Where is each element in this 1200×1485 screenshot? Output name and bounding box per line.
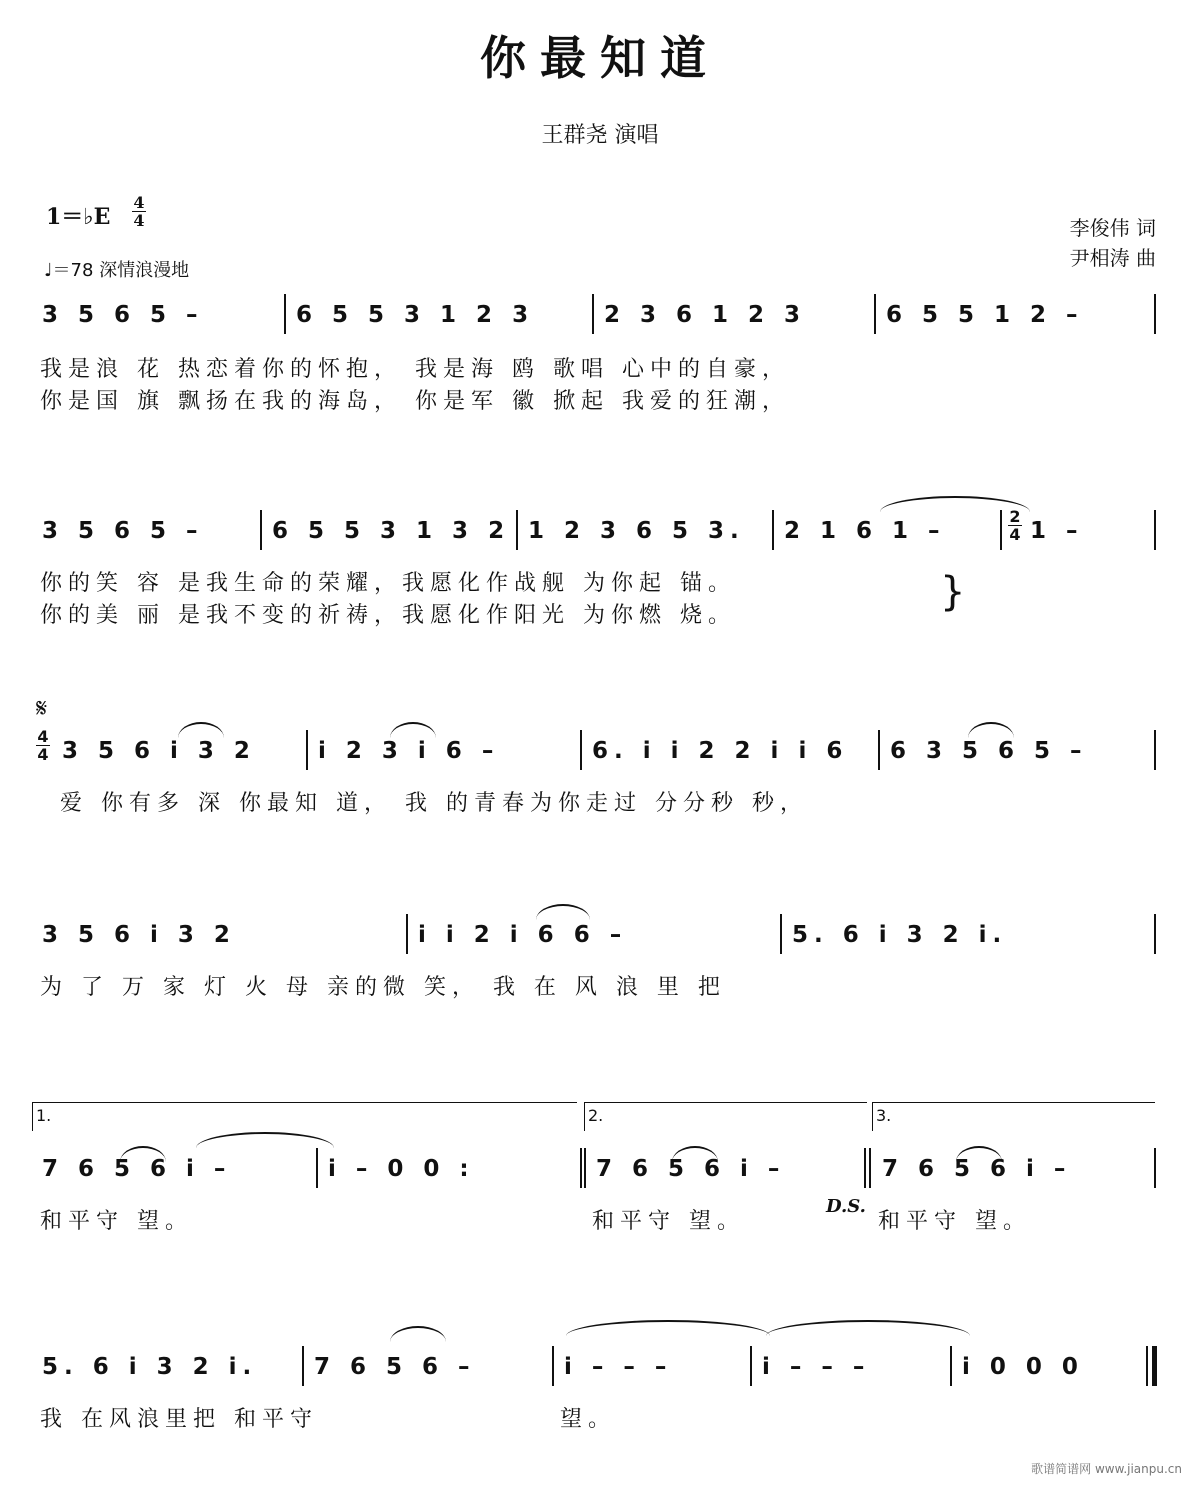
volta-1 xyxy=(32,1102,577,1131)
time-sig-bottom: 4 xyxy=(37,745,49,764)
lyric-ending-2: 和平守 望。 xyxy=(592,1209,745,1234)
measure: i – – – xyxy=(564,1354,673,1380)
measure: 3 5 6 i 3 2 xyxy=(62,738,256,764)
lyric-verse-1: 爱 你有多 深 你最知 道， 我 的青春为你走过 分分秒 秒， xyxy=(60,791,808,816)
measure: 2 1 6 1 – xyxy=(784,518,946,544)
verse-brace: } xyxy=(940,569,966,615)
time-signature-change xyxy=(36,728,50,763)
measure: 7 6 5 6 – xyxy=(314,1354,476,1380)
lyric-verse-2: 你是国 旗 飘扬在我的海岛， 你是军 徽 掀起 我爱的狂潮， xyxy=(40,389,790,414)
time-signature xyxy=(132,194,146,229)
lyric-ending-1: 和平守 望。 xyxy=(40,1209,193,1234)
song-title: 你最知道 xyxy=(480,31,720,85)
measure: 6 5 5 1 2 – xyxy=(886,302,1084,328)
composer: 尹相涛 曲 xyxy=(1069,246,1156,270)
lyric-verse-1: 你的笑 容 是我生命的荣耀，我愿化作战舰 为你起 锚。 xyxy=(40,571,736,596)
time-sig-bottom: 4 xyxy=(1009,525,1021,544)
segno-sign: 𝄋 xyxy=(36,694,48,724)
time-sig-bottom: 4 xyxy=(133,211,145,230)
lyric-final: 望。 xyxy=(560,1407,617,1432)
measure: 7 6 5 6 i – xyxy=(882,1156,1072,1182)
measure: 6 5 5 3 1 2 3 xyxy=(296,302,535,328)
volta-3-label: 3. xyxy=(876,1106,892,1125)
lyric-verse-1: 我 在风浪里把 和平守 xyxy=(40,1407,318,1432)
dal-segno: D.S. xyxy=(826,1196,866,1217)
key-signature xyxy=(46,193,145,231)
time-sig-top: 4 xyxy=(133,193,145,212)
lyric-verse-1: 我是浪 花 热恋着你的怀抱， 我是海 鸥 歌唱 心中的自豪， xyxy=(40,357,790,382)
singer: 王群尧 演唱 xyxy=(541,123,659,148)
measure: 3 5 6 5 – xyxy=(42,302,204,328)
key-label: 1＝♭E xyxy=(46,204,111,230)
measure: 6. i i 2 2 i i 6 xyxy=(592,738,849,764)
time-signature-change xyxy=(1008,508,1022,543)
volta-3 xyxy=(872,1102,1155,1131)
measure: 3 5 6 i 3 2 xyxy=(42,922,236,948)
measure: 1 – xyxy=(1030,518,1084,544)
measure: 3 5 6 5 – xyxy=(42,518,204,544)
measure: 1 2 3 6 5 3. xyxy=(528,518,745,544)
measure: 6 3 5 6 5 – xyxy=(890,738,1088,764)
measure: 5. 6 i 3 2 i. xyxy=(792,922,1008,948)
measure: 6 5 5 3 1 3 2 xyxy=(272,518,511,544)
tempo-marking: ♩＝78 深情浪漫地 xyxy=(44,260,190,281)
time-sig-top: 2 xyxy=(1009,507,1021,526)
lyric-verse-1: 为 了 万 家 灯 火 母 亲的微 笑， 我 在 风 浪 里 把 xyxy=(40,975,726,1000)
lyricist: 李俊伟 词 xyxy=(1069,216,1156,240)
lyric-ending-3: 和平守 望。 xyxy=(878,1209,1031,1234)
measure: i i 2 i 6 6 – xyxy=(418,922,628,948)
measure: i – 0 0 : xyxy=(328,1156,475,1182)
volta-1-label: 1. xyxy=(36,1106,52,1125)
measure: 7 6 5 6 i – xyxy=(42,1156,232,1182)
measure: 5. 6 i 3 2 i. xyxy=(42,1354,258,1380)
measure: 7 6 5 6 i – xyxy=(596,1156,786,1182)
measure: i – – – xyxy=(762,1354,871,1380)
measure: 2 3 6 1 2 3 xyxy=(604,302,807,328)
lyric-verse-2: 你的美 丽 是我不变的祈祷，我愿化作阳光 为你燃 烧。 xyxy=(40,603,736,628)
volta-2 xyxy=(584,1102,867,1131)
watermark: 歌谱简谱网 www.jianpu.cn xyxy=(1031,1462,1182,1476)
measure: i 2 3 i 6 – xyxy=(318,738,500,764)
time-sig-top: 4 xyxy=(37,727,49,746)
measure: i 0 0 0 xyxy=(962,1354,1084,1380)
volta-2-label: 2. xyxy=(588,1106,604,1125)
